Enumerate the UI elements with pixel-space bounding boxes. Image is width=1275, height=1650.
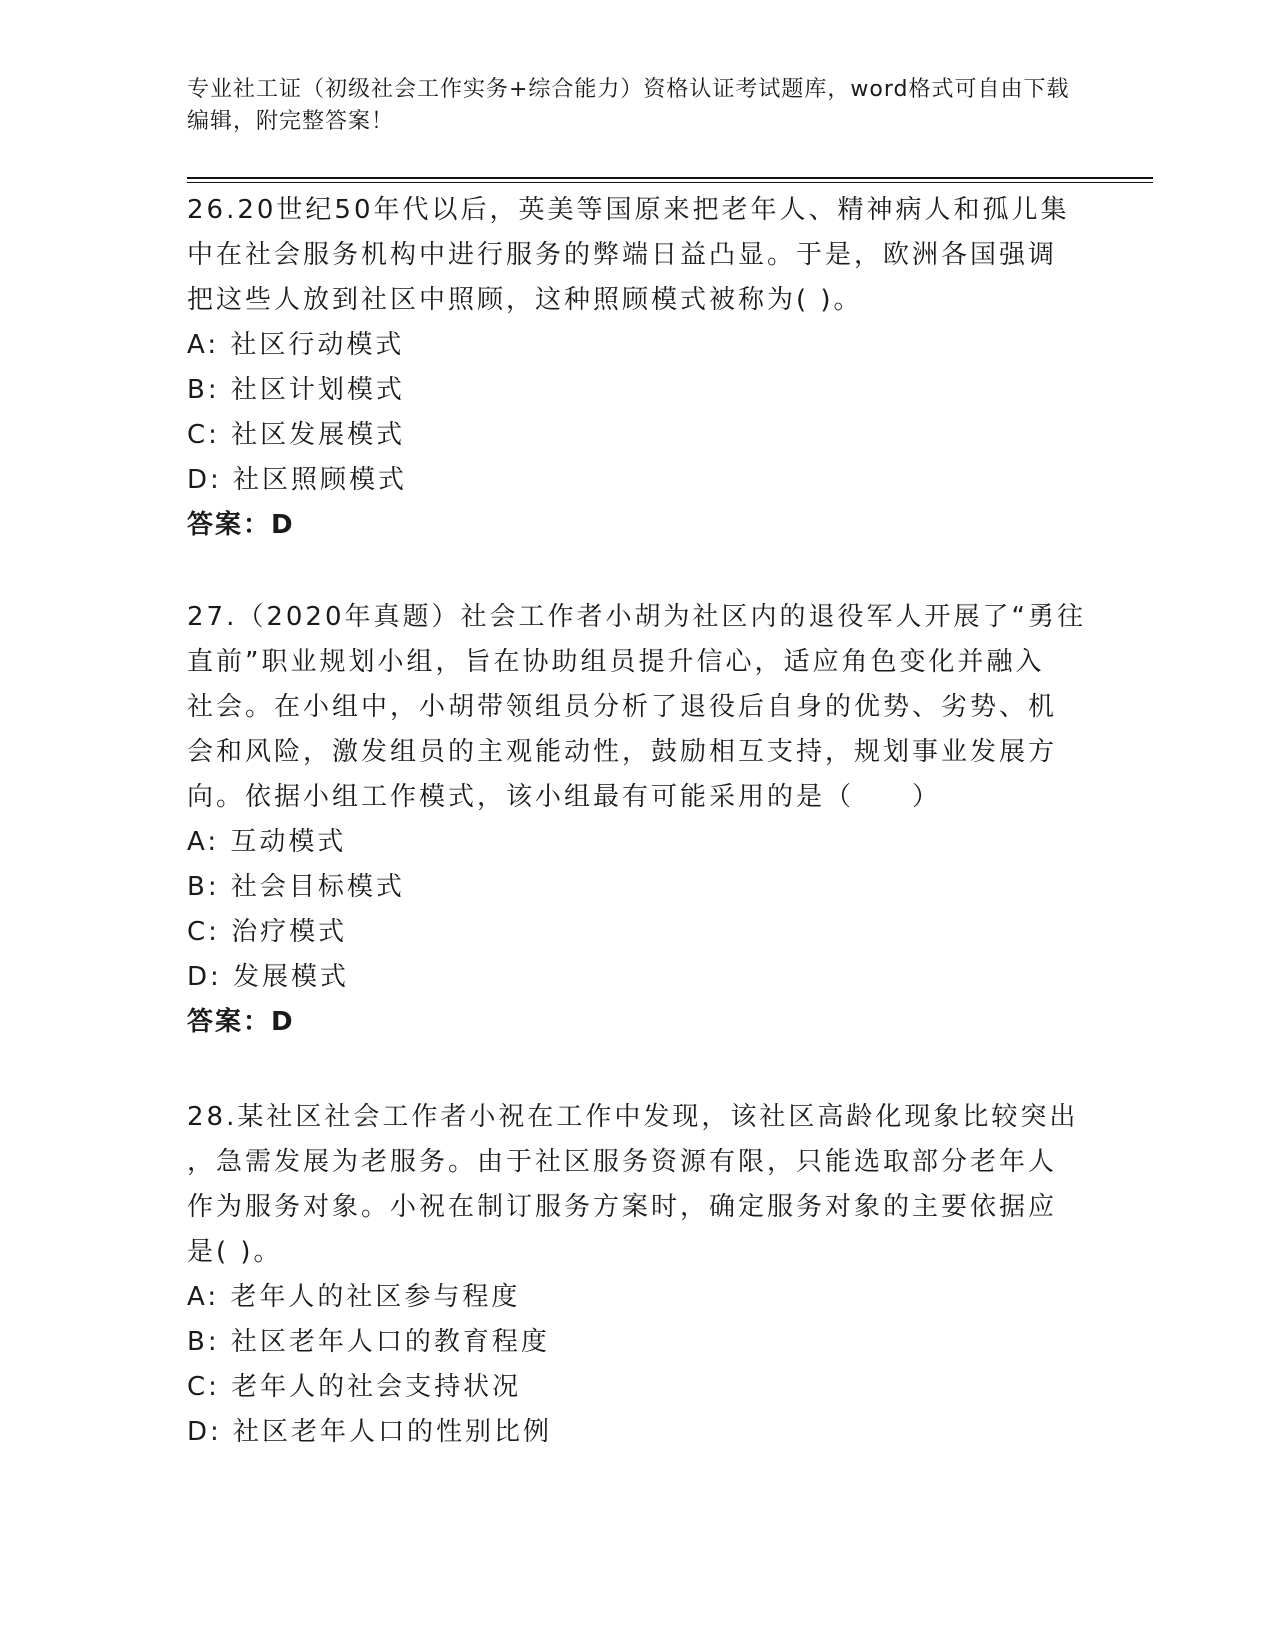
option-c: C: 治疗模式 — [187, 917, 348, 947]
question-stem — [187, 595, 1087, 820]
option-a: A: 社区行动模式 — [187, 330, 405, 360]
stem-line: 中在社会服务机构中进行服务的弊端日益凸显。于是，欧洲各国强调 — [187, 240, 1058, 270]
stem-line: 会和风险，激发组员的主观能动性，鼓励相互支持，规划事业发展方 — [187, 737, 1058, 767]
question-28 — [187, 1095, 1087, 1455]
option-c: C: 老年人的社会支持状况 — [187, 1372, 522, 1402]
option-a: A: 老年人的社区参与程度 — [187, 1282, 521, 1312]
option-b: B: 社区老年人口的教育程度 — [187, 1327, 550, 1357]
option-d: D: 社区老年人口的性别比例 — [187, 1417, 553, 1447]
option-c: C: 社区发展模式 — [187, 420, 406, 450]
option-b: B: 社会目标模式 — [187, 872, 405, 902]
document-header: 专业社工证（初级社会工作实务+综合能力）资格认证考试题库，word格式可自由下载编辑，附完整答案！ — [187, 77, 1070, 134]
question-stem — [187, 1095, 1087, 1275]
header-divider-thin — [187, 182, 1153, 183]
stem-line: 社会。在小组中，小胡带领组员分析了退役后自身的优势、劣势、机 — [187, 692, 1058, 722]
option-a: A: 互动模式 — [187, 827, 347, 857]
answer-label: 答案：D — [187, 1007, 295, 1037]
stem-line: 向。依据小组工作模式，该小组最有可能采用的是（ ） — [187, 782, 942, 812]
stem-line: ，急需发展为老服务。由于社区服务资源有限，只能选取部分老年人 — [187, 1147, 1058, 1177]
header-divider-thick — [187, 177, 1153, 179]
stem-line: 是( )。 — [187, 1237, 283, 1267]
stem-line: 直前”职业规划小组，旨在协助组员提升信心，适应角色变化并融入 — [187, 647, 1045, 677]
question-stem — [187, 188, 1087, 323]
option-d: D: 社区照顾模式 — [187, 465, 408, 495]
stem-line: 26.20世纪50年代以后，英美等国原来把老年人、精神病人和孤儿集 — [187, 195, 1070, 225]
stem-line: 把这些人放到社区中照顾，这种照顾模式被称为( )。 — [187, 285, 863, 315]
answer-label: 答案：D — [187, 510, 295, 540]
question-26 — [187, 188, 1087, 548]
stem-line: 28.某社区社会工作者小祝在工作中发现，该社区高龄化现象比较突出 — [187, 1102, 1079, 1132]
option-d: D: 发展模式 — [187, 962, 350, 992]
stem-line: 27.（2020年真题）社会工作者小胡为社区内的退役军人开展了“勇往 — [187, 602, 1086, 632]
option-b: B: 社区计划模式 — [187, 375, 405, 405]
question-27 — [187, 595, 1087, 1045]
stem-line: 作为服务对象。小祝在制订服务方案时，确定服务对象的主要依据应 — [187, 1192, 1058, 1222]
